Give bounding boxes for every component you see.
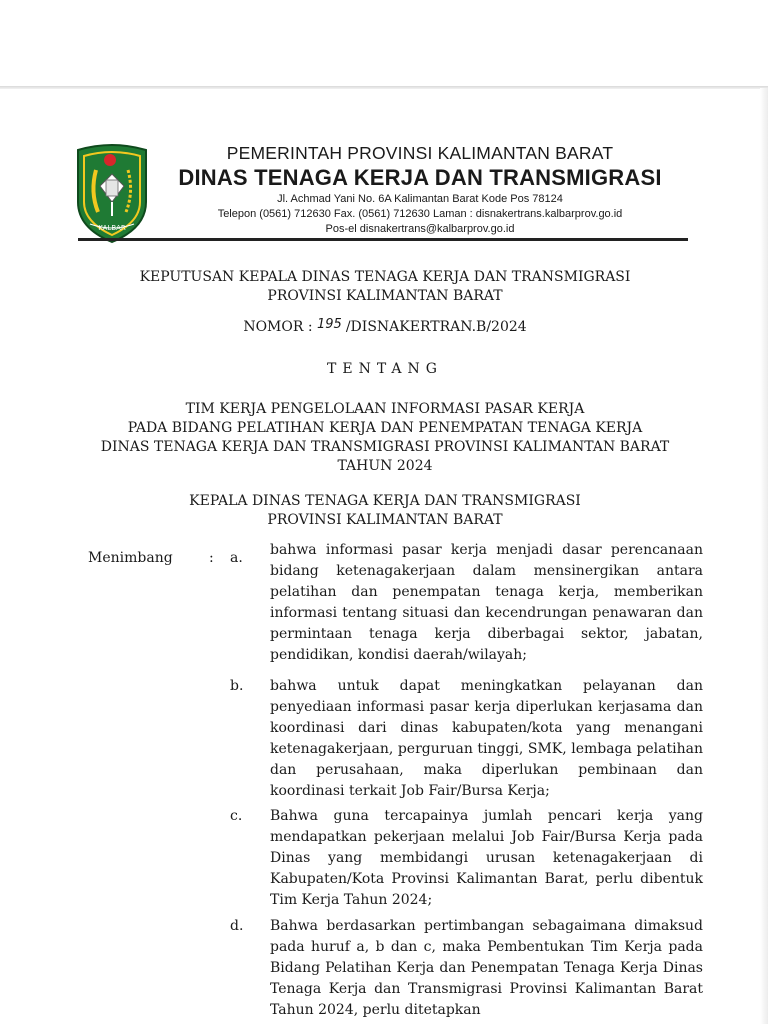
subject-line1: TIM KERJA PENGELOLAAN INFORMASI PASAR KERJA xyxy=(185,401,585,417)
agency-address: Jl. Achmad Yani No. 6A Kalimantan Barat Kode Pos 78124 xyxy=(277,193,563,205)
item-letter: a. xyxy=(230,550,243,566)
subject-line3: DINAS TENAGA KERJA DAN TRANSMIGRASI PROVINSI KALIMANTAN BARAT xyxy=(100,439,670,455)
decree-title xyxy=(60,268,710,306)
considering-colon: : xyxy=(209,550,214,566)
considering-label: Menimbang xyxy=(88,550,173,566)
about-label: TENTANG xyxy=(327,361,443,377)
page-top-edge xyxy=(0,86,768,89)
agency-contact: Telepon (0561) 712630 Fax. (0561) 712630 Laman : disnakertrans.kalbarprov.go.id xyxy=(217,208,623,220)
item-text: Bahwa guna tercapainya jumlah pencari kerja yang mendapatkan pekerjaan melalui Job Fair/Bursa Kerja pada Dinas yang membidangi urusan ketenagakerjaan di Kabupaten/Kota Provinsi Kalimantan Barat, perlu dibentuk Tim Kerja Tahun 2024; xyxy=(270,808,703,908)
about-heading xyxy=(60,360,710,379)
considering-item-d xyxy=(230,916,705,1021)
decree-number-suffix: /DISNAKERTRAN.B/2024 xyxy=(345,319,527,335)
decree-number xyxy=(60,318,710,337)
page-right-shadow xyxy=(760,88,768,1024)
kalimantan-barat-emblem-icon xyxy=(72,140,152,244)
considering-item-b xyxy=(230,676,705,802)
considering-item-a xyxy=(230,540,705,666)
letterhead xyxy=(160,142,680,237)
agency-name: DINAS TENAGA KERJA DAN TRANSMIGRASI xyxy=(178,165,662,190)
decree-issuer xyxy=(60,492,710,530)
government-name: PEMERINTAH PROVINSI KALIMANTAN BARAT xyxy=(226,143,614,163)
item-letter: c. xyxy=(230,808,243,824)
considering-item-c xyxy=(230,806,705,911)
item-text: bahwa untuk dapat meningkatkan pelayanan dan penyediaan informasi pasar kerja diperlukan kerjasama dan koordinasi dari dinas kabupaten/kota yang menangani ketenagakerjaan, perguruan tinggi, SMK, lembaga pelatihan dan perusahaan, maka diperlukan pembinaan dan koordinasi terkait Job Fair/Bursa Kerja; xyxy=(270,678,703,799)
decree-number-handwritten: 195 xyxy=(317,317,342,332)
decree-number-prefix: NOMOR : xyxy=(243,319,318,335)
subject-line4: TAHUN 2024 xyxy=(337,458,433,474)
decree-title-line2: PROVINSI KALIMANTAN BARAT xyxy=(267,288,503,304)
item-text: bahwa informasi pasar kerja menjadi dasar perencanaan bidang ketenagakerjaan dalam mensinergikan antara pelatihan dan penempatan tenaga kerja, memberikan informasi tentang situasi dan kecendrungan penawaran dan permintaan tenaga kerja diberbagai sektor, jabatan, pendidikan, kondisi daerah/wilayah; xyxy=(270,542,703,663)
decree-subject xyxy=(60,400,710,476)
logo-text: KALBAR xyxy=(98,224,126,232)
item-text: Bahwa berdasarkan pertimbangan sebagaimana dimaksud pada huruf a, b dan c, maka Pembentukan Tim Kerja pada Bidang Pelatihan Kerja dan Penempatan Tenaga Kerja Dinas Tenaga Kerja dan Transmigrasi Provinsi Kalimantan Barat Tahun 2024, perlu ditetapkan xyxy=(270,918,703,1018)
agency-email: Pos-el disnakertrans@kalbarprov.go.id xyxy=(325,223,515,235)
letterhead-divider xyxy=(78,238,688,241)
decree-title-line1: KEPUTUSAN KEPALA DINAS TENAGA KERJA DAN TRANSMIGRASI xyxy=(139,269,631,285)
subject-line2: PADA BIDANG PELATIHAN KERJA DAN PENEMPATAN TENAGA KERJA xyxy=(127,420,643,436)
issuer-line2: PROVINSI KALIMANTAN BARAT xyxy=(267,512,503,528)
issuer-line1: KEPALA DINAS TENAGA KERJA DAN TRANSMIGRASI xyxy=(189,493,581,509)
item-letter: b. xyxy=(230,678,244,694)
item-letter: d. xyxy=(230,918,244,934)
